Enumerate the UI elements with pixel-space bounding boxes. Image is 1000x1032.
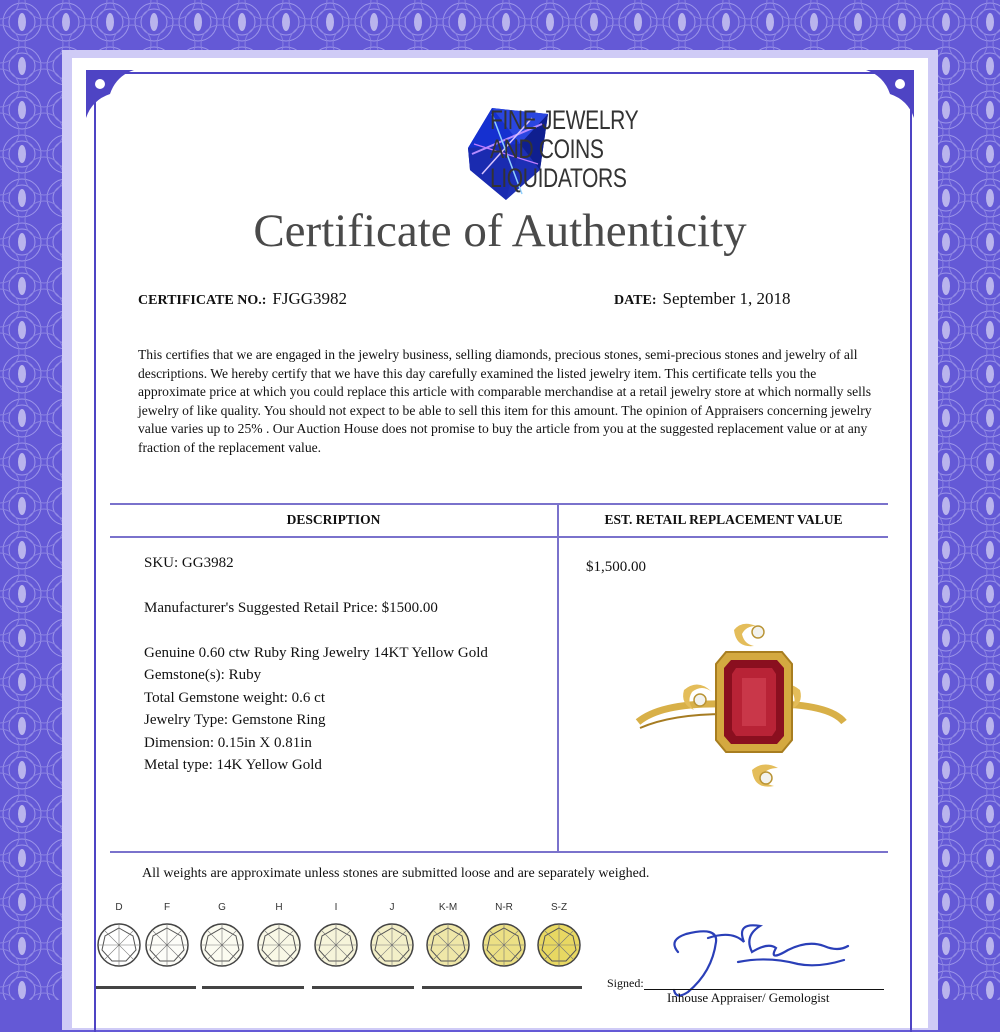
color-grade-label: J (389, 902, 395, 913)
color-grade-label: S-Z (550, 902, 568, 913)
diamond-grade-icon (369, 922, 415, 968)
msrp-text: Manufacturer's Suggested Retail Price: $1500.00 (144, 600, 438, 616)
grade-scale-bar (202, 986, 304, 989)
corner-ornament-icon (86, 70, 134, 118)
ruby-ring-image (632, 618, 852, 798)
certificate-date (614, 289, 790, 309)
diamond-grade-icon (536, 922, 582, 968)
diamond-grade-icon (256, 922, 302, 968)
color-grade-label: K-M (438, 902, 458, 913)
diamond-grade-icon (313, 922, 359, 968)
certification-statement: This certifies that we are engaged in the jewelry business, selling diamonds, precious stones, semi-precious stones and jewelry of all descriptions. We hereby certify that we have this day carefully examined the listed jewelry item. This certificate tells you the approximate price at which you could replace this article with comparable merchandise at a retail jewelry store at which normally sells jewelry of like quality. You should not expect to be able to sell this item for this amount. The opinion of Appraisers concerning jewelry value varies up to 25% . Our Auction House does not promise to buy the article from you at the suggested replacement value or at any fraction of the replacement value. (138, 347, 872, 455)
weight-footnote: All weights are approximate unless stones are submitted loose and are separately weighed. (142, 866, 650, 881)
detail-line: Total Gemstone weight: 0.6 ct (144, 690, 325, 706)
brand-line-3: LIQUIDATORS (490, 163, 627, 193)
sku-text: SKU: GG3982 (144, 555, 234, 571)
color-grade-label: G (218, 902, 226, 913)
replacement-value: $1,500.00 (586, 559, 646, 575)
color-grade-label: H (275, 902, 283, 913)
certificate-title: Certificate of Authenticity (253, 205, 747, 257)
color-grade-label: D (115, 902, 123, 913)
detail-line: Dimension: 0.15in X 0.81in (144, 735, 312, 751)
value-header: EST. RETAIL REPLACEMENT VALUE (604, 512, 843, 527)
certificate-number-value: FJGG3982 (272, 289, 347, 308)
diamond-grade-icon (199, 922, 245, 968)
detail-line: Jewelry Type: Gemstone Ring (144, 712, 326, 728)
table-top-rule (110, 503, 888, 505)
table-bottom-rule (110, 851, 888, 853)
grade-scale-bar (96, 986, 196, 989)
certificate-date-value: September 1, 2018 (662, 289, 791, 308)
color-grade-label: F (163, 902, 171, 913)
detail-line: Genuine 0.60 ctw Ruby Ring Jewelry 14KT Yellow Gold (144, 645, 488, 661)
certificate-number (138, 289, 347, 309)
table-column-divider (557, 503, 559, 853)
brand-line-1: FINE JEWELRY (490, 105, 639, 135)
grade-scale-bar (422, 986, 582, 989)
brand-line-2: AND COINS (490, 134, 604, 164)
grade-scale-bar (312, 986, 414, 989)
table-header-rule (110, 536, 888, 538)
diamond-grade-icon (425, 922, 471, 968)
detail-line: Metal type: 14K Yellow Gold (144, 757, 322, 773)
detail-line: Gemstone(s): Ruby (144, 667, 262, 683)
handwritten-signature (648, 912, 858, 1000)
corner-ornament-icon (866, 70, 914, 118)
color-grade-label: I (334, 902, 338, 913)
certificate-date-label: DATE: (614, 293, 657, 308)
diamond-grade-icon (481, 922, 527, 968)
description-header: DESCRIPTION (286, 512, 381, 527)
color-grade-label: N-R (495, 902, 513, 913)
certificate-number-label: CERTIFICATE NO.: (138, 293, 267, 308)
signed-label: Signed: (607, 976, 644, 990)
diamond-grade-icon (144, 922, 190, 968)
diamond-grade-icon (96, 922, 142, 968)
appraiser-title: Inhouse Appraiser/ Gemologist (667, 990, 830, 1005)
company-logo-text (490, 106, 638, 193)
